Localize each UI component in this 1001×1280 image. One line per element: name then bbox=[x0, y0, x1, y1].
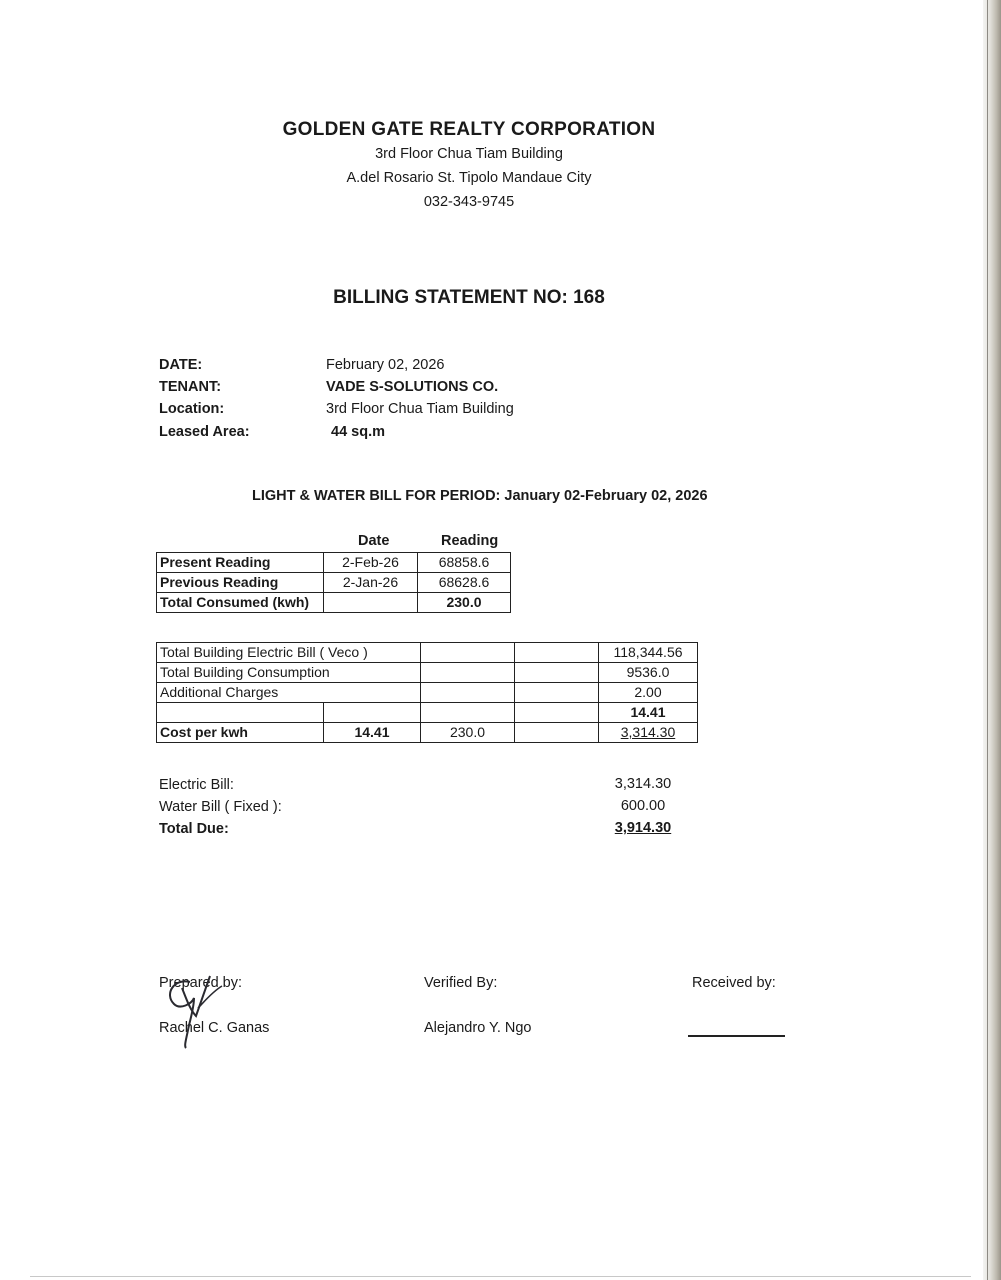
total-due-value: 3,914.30 bbox=[614, 820, 672, 836]
electric-bill-value: 3,314.30 bbox=[614, 776, 672, 792]
date-value: February 02, 2026 bbox=[326, 357, 445, 373]
water-bill-value: 600.00 bbox=[620, 798, 666, 814]
electric-amount: 3,314.30 bbox=[599, 723, 698, 743]
electric-computation-table bbox=[156, 642, 698, 743]
handwritten-signature bbox=[159, 968, 243, 1050]
reading-row-date: 2-Feb-26 bbox=[324, 553, 418, 573]
table-row bbox=[157, 593, 511, 613]
table-row bbox=[157, 683, 698, 703]
company-phone: 032-343-9745 bbox=[423, 194, 515, 210]
computation-value: 9536.0 bbox=[599, 663, 698, 683]
cost-per-kwh-label: Cost per kwh bbox=[157, 723, 324, 743]
reading-row-label: Present Reading bbox=[157, 553, 324, 573]
location-value: 3rd Floor Chua Tiam Building bbox=[326, 401, 514, 417]
company-address-line1: 3rd Floor Chua Tiam Building bbox=[375, 146, 563, 162]
computation-cell bbox=[515, 723, 599, 743]
table-row bbox=[157, 723, 698, 743]
computation-value: 118,344.56 bbox=[599, 643, 698, 663]
page-bottom-edge bbox=[30, 1276, 971, 1277]
computation-cell bbox=[157, 703, 324, 723]
reading-row-date: 2-Jan-26 bbox=[324, 573, 418, 593]
table-row bbox=[157, 703, 698, 723]
verified-by-label: Verified By: bbox=[424, 975, 498, 991]
table-row bbox=[157, 553, 511, 573]
computation-cell bbox=[515, 683, 599, 703]
leased-area-label: Leased Area: bbox=[159, 424, 250, 440]
table-row bbox=[157, 663, 698, 683]
tenant-value: VADE S-SOLUTIONS CO. bbox=[326, 379, 499, 395]
company-address-line2: A.del Rosario St. Tipolo Mandaue City bbox=[346, 170, 592, 186]
reading-row-value: 68858.6 bbox=[418, 553, 511, 573]
computation-cell bbox=[421, 703, 515, 723]
computation-value: 2.00 bbox=[599, 683, 698, 703]
received-by-label: Received by: bbox=[692, 975, 776, 991]
prepared-by-name: Rachel C. Ganas bbox=[159, 1020, 270, 1036]
reading-row-date bbox=[324, 593, 418, 613]
date-label: DATE: bbox=[159, 357, 203, 373]
tenant-label: TENANT: bbox=[159, 379, 222, 395]
verified-by-name: Alejandro Y. Ngo bbox=[424, 1020, 532, 1036]
computation-label: Total Building Consumption bbox=[157, 663, 421, 683]
table-row bbox=[157, 643, 698, 663]
computation-cell bbox=[324, 703, 421, 723]
scanned-page-edge bbox=[983, 0, 1001, 1280]
computation-value: 14.41 bbox=[599, 703, 698, 723]
statement-title: BILLING STATEMENT NO: 168 bbox=[333, 287, 605, 308]
billing-period-title: LIGHT & WATER BILL FOR PERIOD: January 02-February 02, 2026 bbox=[252, 488, 708, 504]
electric-bill-label: Electric Bill: bbox=[159, 777, 234, 793]
readings-col-reading: Reading bbox=[441, 533, 499, 549]
location-label: Location: bbox=[159, 401, 225, 417]
computation-cell bbox=[421, 663, 515, 683]
company-name: GOLDEN GATE REALTY CORPORATION bbox=[282, 119, 656, 140]
reading-row-value: 68628.6 bbox=[418, 573, 511, 593]
computation-cell bbox=[421, 683, 515, 703]
computation-cell bbox=[515, 663, 599, 683]
water-bill-label: Water Bill ( Fixed ): bbox=[159, 799, 282, 815]
computation-label: Total Building Electric Bill ( Veco ) bbox=[157, 643, 421, 663]
computation-cell bbox=[421, 643, 515, 663]
received-by-signature-line bbox=[688, 1035, 785, 1037]
leased-area-value: 44 sq.m bbox=[331, 424, 385, 440]
cost-per-kwh-rate: 14.41 bbox=[324, 723, 421, 743]
total-due-label: Total Due: bbox=[159, 821, 229, 837]
meter-readings-table bbox=[156, 552, 511, 613]
reading-row-label: Total Consumed (kwh) bbox=[157, 593, 324, 613]
reading-row-label: Previous Reading bbox=[157, 573, 324, 593]
reading-row-value: 230.0 bbox=[418, 593, 511, 613]
table-row bbox=[157, 573, 511, 593]
computation-cell bbox=[515, 703, 599, 723]
readings-col-date: Date bbox=[358, 533, 390, 549]
computation-label: Additional Charges bbox=[157, 683, 421, 703]
prepared-by-label: Prepared by: bbox=[159, 975, 243, 991]
computation-cell bbox=[515, 643, 599, 663]
cost-per-kwh-consumption: 230.0 bbox=[421, 723, 515, 743]
